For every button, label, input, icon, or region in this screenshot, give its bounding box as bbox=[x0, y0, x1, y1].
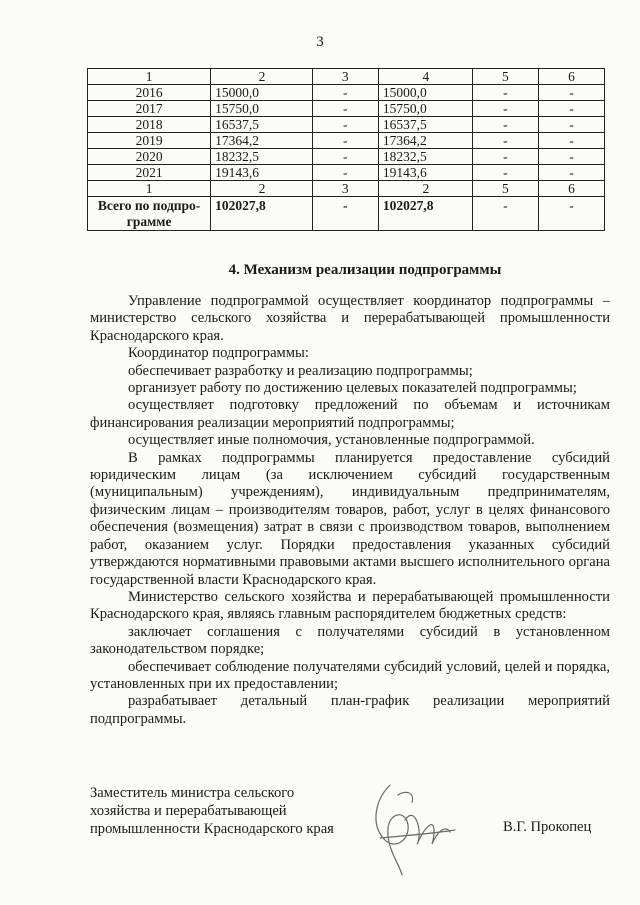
table-row bbox=[88, 133, 605, 149]
table-cell: 19143,6 bbox=[211, 165, 313, 181]
total-label-line: грамме bbox=[126, 214, 172, 229]
table-total-row bbox=[88, 197, 605, 231]
table-cell: 19143,6 bbox=[378, 165, 472, 181]
table-cell: - bbox=[538, 149, 604, 165]
body-text bbox=[90, 293, 610, 728]
table-cell: - bbox=[472, 165, 538, 181]
table-cell: 102027,8 bbox=[378, 197, 472, 231]
page-number: 3 bbox=[316, 34, 324, 50]
table-cell: 5 bbox=[472, 181, 538, 197]
table-cell: 3 bbox=[312, 69, 378, 85]
table-cell: 6 bbox=[538, 69, 604, 85]
table-cell: - bbox=[538, 197, 604, 231]
table-cell: 2019 bbox=[88, 133, 211, 149]
table-cell: 6 bbox=[538, 181, 604, 197]
signatory-position-line: промышленности Краснодарского края bbox=[90, 821, 334, 837]
table-cell: - bbox=[538, 133, 604, 149]
paragraph: Управление подпрограммой осуществляет координатор подпрограммы – министерство сельского хозяйства и перерабатывающей промышленности Краснодарского края. bbox=[90, 293, 610, 344]
table-cell: 17364,2 bbox=[211, 133, 313, 149]
table-row bbox=[88, 117, 605, 133]
table-cell: 15750,0 bbox=[211, 101, 313, 117]
paragraph: организует работу по достижению целевых показателей подпрограммы; bbox=[128, 380, 577, 397]
table-cell: 1 bbox=[88, 69, 211, 85]
table-cell: 3 bbox=[312, 181, 378, 197]
table-cell: - bbox=[472, 149, 538, 165]
table-cell: - bbox=[312, 149, 378, 165]
table-cell: 2018 bbox=[88, 117, 211, 133]
table-cell: 2020 bbox=[88, 149, 211, 165]
table-index-row bbox=[88, 181, 605, 197]
table-cell: 102027,8 bbox=[211, 197, 313, 231]
table-cell: - bbox=[472, 101, 538, 117]
table-cell: - bbox=[312, 165, 378, 181]
signatory-position-line: Заместитель министра сельского bbox=[90, 785, 295, 801]
total-label-line: Всего по подпро- bbox=[97, 198, 201, 213]
table-row bbox=[88, 101, 605, 117]
table-cell: 2 bbox=[211, 69, 313, 85]
table-cell: 2017 bbox=[88, 101, 211, 117]
table-cell: - bbox=[472, 197, 538, 231]
table-cell: - bbox=[538, 101, 604, 117]
table-cell: 2 bbox=[378, 181, 472, 197]
table-cell: - bbox=[312, 133, 378, 149]
total-label bbox=[88, 197, 211, 231]
table-cell: - bbox=[312, 101, 378, 117]
table-cell: 18232,5 bbox=[378, 149, 472, 165]
table-cell: 1 bbox=[88, 181, 211, 197]
section-title: 4. Механизм реализации подпрограммы bbox=[228, 262, 502, 278]
table-cell: 16537,5 bbox=[378, 117, 472, 133]
paragraph: осуществляет иные полномочия, установленные подпрограммой. bbox=[128, 432, 535, 449]
table-cell: - bbox=[472, 117, 538, 133]
paragraph: осуществляет подготовку предложений по объемам и источникам финансирования реализации мероприятий подпрограммы; bbox=[90, 397, 610, 431]
paragraph: обеспечивает соблюдение получателями субсидий условий, целей и порядка, установленных при их предоставлении; bbox=[90, 658, 610, 692]
table-cell: - bbox=[538, 85, 604, 101]
table-cell: 16537,5 bbox=[211, 117, 313, 133]
paragraph: Министерство сельского хозяйства и перерабатывающей промышленности Краснодарского края, являясь главным распорядителем бюджетных средств: bbox=[90, 588, 610, 623]
table-row bbox=[88, 85, 605, 101]
table-cell: - bbox=[538, 165, 604, 181]
paragraph: заключает соглашения с получателями субсидий в установленном законодательством порядке; bbox=[90, 623, 610, 658]
paragraph: Координатор подпрограммы: bbox=[128, 345, 309, 362]
table-cell: - bbox=[472, 85, 538, 101]
paragraph: В рамках подпрограммы планируется предоставление субсидий юридическим лицам (за исключением субсидий государственным (муниципальным) учреждениям), индивидуальным предпринимателям, физическим лицам – производителям товаров, работ, услуг в целях финансового обеспечения (возмещения) затрат в связи с производством товаров, выполнением работ, оказанием услуг. Порядки предоставления указанных субсидий утверждаются нормативными правовыми актами высшего исполнительного органа государственной власти Краснодарского края. bbox=[90, 449, 610, 588]
table-cell: 4 bbox=[378, 69, 472, 85]
handwritten-signature bbox=[360, 770, 470, 880]
signatory-name: В.Г. Прокопец bbox=[503, 819, 592, 835]
table-cell: 18232,5 bbox=[211, 149, 313, 165]
table-cell: 15750,0 bbox=[378, 101, 472, 117]
table-cell: - bbox=[472, 133, 538, 149]
table-cell: - bbox=[312, 85, 378, 101]
table-cell: 17364,2 bbox=[378, 133, 472, 149]
paragraph: разрабатывает детальный план-график реализации мероприятий подпрограммы. bbox=[90, 693, 610, 727]
table-cell: 2021 bbox=[88, 165, 211, 181]
table-cell: 2016 bbox=[88, 85, 211, 101]
table-cell: - bbox=[538, 117, 604, 133]
signatory-position bbox=[90, 784, 390, 838]
table-row bbox=[88, 165, 605, 181]
table-cell: 2 bbox=[211, 181, 313, 197]
table-cell: 15000,0 bbox=[211, 85, 313, 101]
table-header-row bbox=[88, 69, 605, 85]
paragraph: обеспечивает разработку и реализацию подпрограммы; bbox=[128, 362, 473, 379]
funding-table bbox=[87, 68, 605, 231]
table-cell: 15000,0 bbox=[378, 85, 472, 101]
signatory-position-line: хозяйства и перерабатывающей bbox=[90, 803, 287, 819]
table-row bbox=[88, 149, 605, 165]
table-cell: - bbox=[312, 117, 378, 133]
table-cell: - bbox=[312, 197, 378, 231]
table-cell: 5 bbox=[472, 69, 538, 85]
